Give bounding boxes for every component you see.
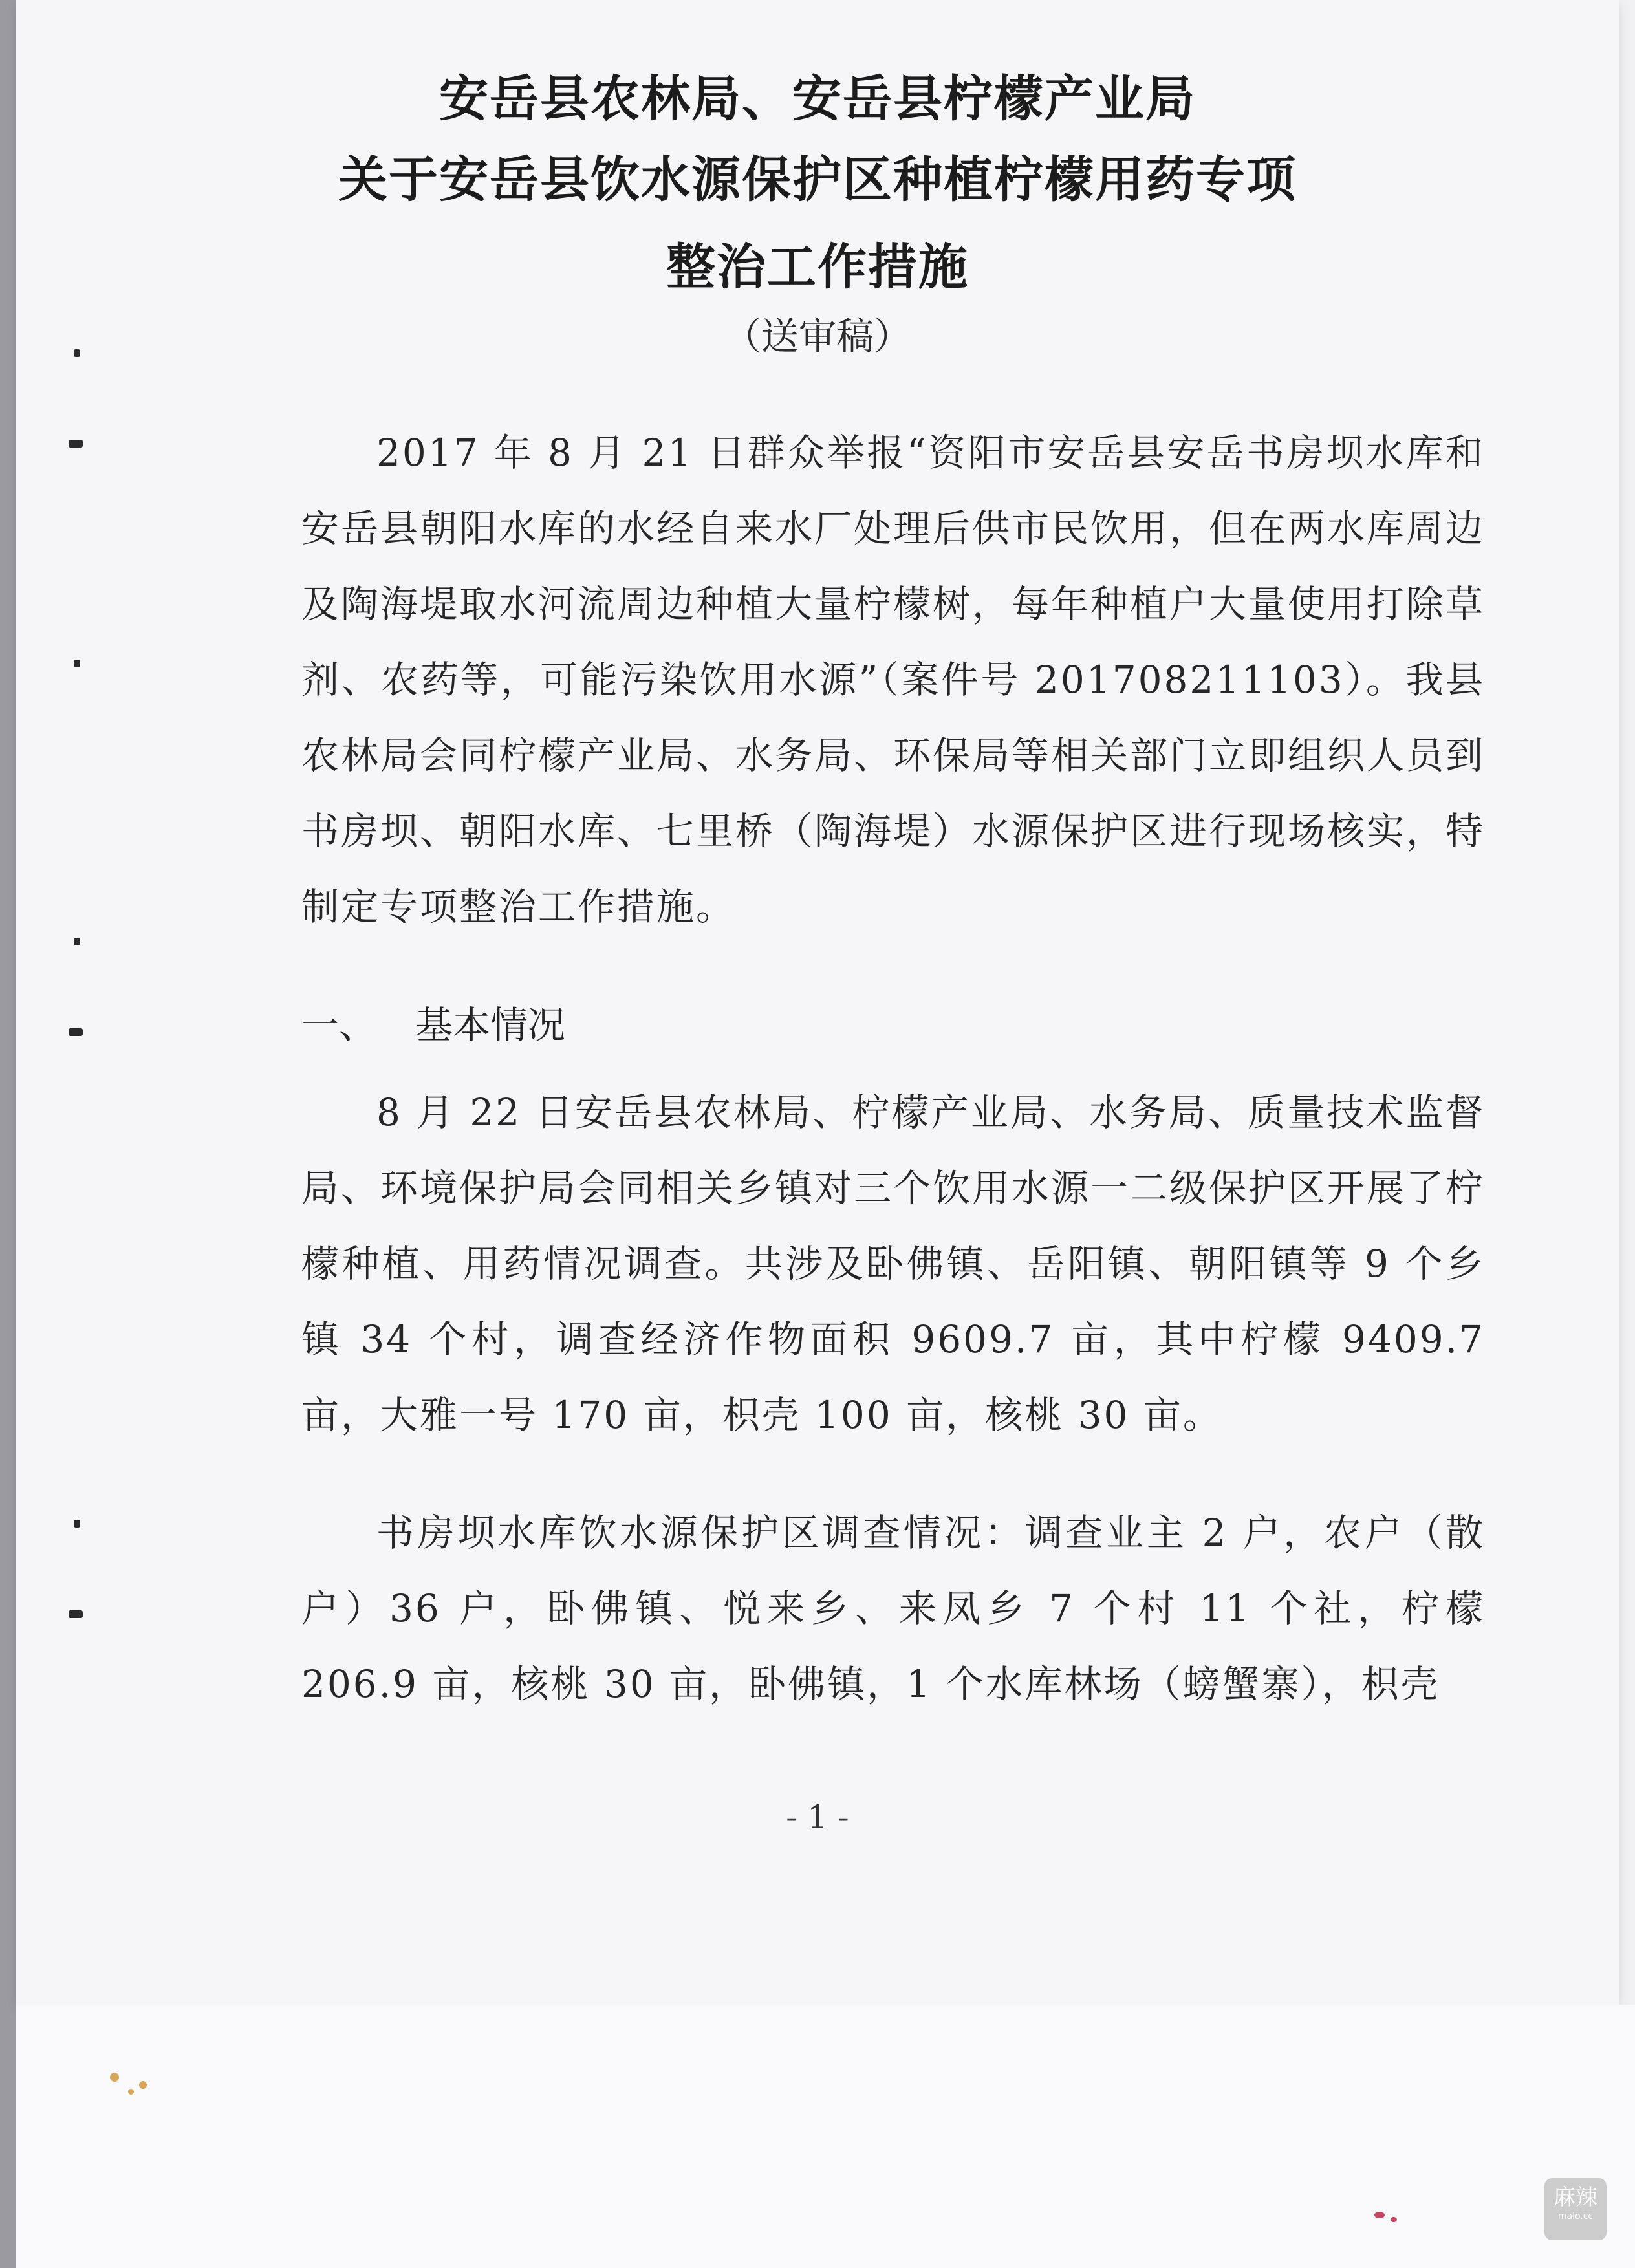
- binding-mark: [69, 1028, 83, 1036]
- binding-mark: [74, 1520, 80, 1528]
- stain-speck: [1391, 2217, 1397, 2222]
- stain-speck: [1374, 2212, 1385, 2218]
- watermark-text: 麻辣: [1554, 2185, 1597, 2210]
- scan-bottom-margin: [16, 2005, 1635, 2268]
- page-number: - 1 -: [786, 1798, 849, 1836]
- document-subtitle: （送审稿）: [723, 314, 911, 358]
- paragraph-survey: 8 月 22 日安岳县农林局、柠檬产业局、水务局、质量技术监督局、环境保护局会同相关乡镇对三个饮用水源一二级保护区开展了柠檬种植、用药情况调查。共涉及卧佛镇、岳阳镇、朝阳镇等 9 个乡镇 34 个村，调查经济作物面积 9609.7 亩，其中柠檬 9409.7 亩，大雅一号 170 亩，枳壳 100 亩，核桃 30 亩。: [301, 1090, 1486, 1437]
- section-number: 一、: [301, 1003, 377, 1047]
- paragraph-intro: 2017 年 8 月 21 日群众举报“资阳市安岳县安岳书房坝水库和安岳县朝阳水库的水经自来水厂处理后供市民饮用，但在两水库周边及陶海堤取水河流周边种植大量柠檬树，每年种植户大量使用打除草剂、农药等，可能污染饮用水源”（案件号 201708211103）。我县农林局会同柠檬产业局、水务局、环保局等相关部门立即组织人员到书房坝、朝阳水库、七里桥（陶海堤）水源保护区进行现场核实，特制定专项整治工作措施。: [301, 431, 1486, 929]
- stain-speck: [110, 2073, 119, 2082]
- section-heading-basic: [301, 999, 565, 1051]
- binding-mark: [69, 440, 83, 448]
- paragraph-reservoir: 书房坝水库饮水源保护区调查情况：调查业主 2 户，农户（散户）36 户，卧佛镇、悦来乡、来凤乡 7 个村 11 个社，柠檬 206.9 亩，核桃 30 亩，卧佛镇，1 个水库林场（螃蟹寨），枳壳: [301, 1511, 1485, 1706]
- stain-speck: [139, 2081, 147, 2089]
- binding-mark: [69, 1610, 83, 1618]
- site-watermark-logo: [1544, 2178, 1607, 2240]
- stain-speck: [128, 2089, 134, 2095]
- document-title-line-1: 安岳县农林局、安岳县柠檬产业局: [439, 70, 1196, 127]
- document-title-line-2: 关于安岳县饮水源保护区种植柠檬用药专项: [338, 151, 1297, 208]
- binding-mark: [74, 938, 80, 945]
- section-title: 基本情况: [415, 1003, 566, 1047]
- binding-mark: [74, 660, 80, 667]
- document-title-line-3: 整治工作措施: [666, 238, 969, 296]
- watermark-subtext: malo.cc: [1557, 2211, 1594, 2221]
